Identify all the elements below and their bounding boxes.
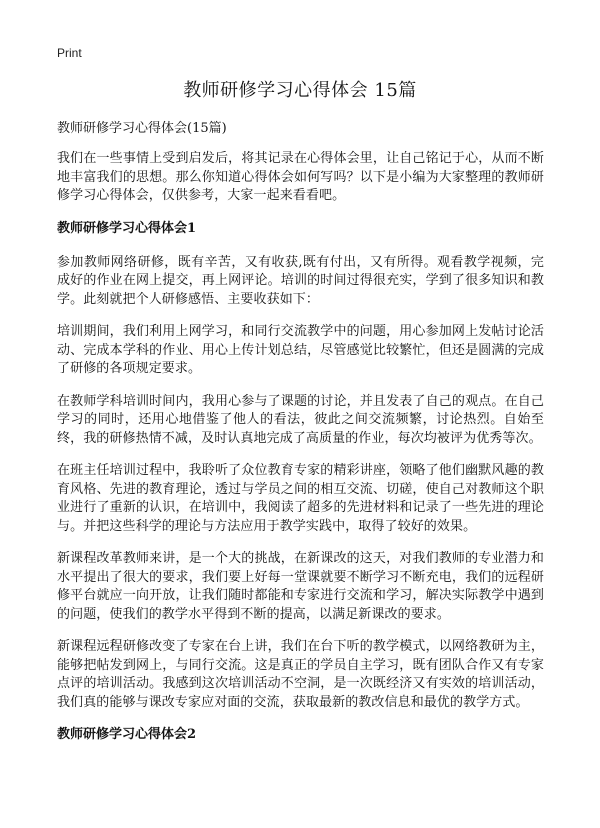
body-paragraph: 新课程远程研修改变了专家在台上讲，我们在台下听的教学模式，以网络教研为主，能够把帖发到网上，与同行交流。这是真正的学员自主学习，既有团队合作又有专家点评的培训活动。我感到这次培训活动不空洞，是一次既经济又有实效的培训活动，我们真的能够与课改专家应对面的交流，获取最新的教改信息和最优的教学方式。 [57, 639, 544, 710]
section-heading-1: 教师研修学习心得体会1 [57, 220, 197, 236]
body-paragraph: 新课程改革教师来讲，是一个大的挑战，在新课改的这天，对我们教师的专业潜力和水平提出了很大的要求，我们要上好每一堂课就要不断学习不断充电，我们的远程研修平台就应一向开放，让我们随时都能和专家进行交流和学习，解决实际教学中遇到的问题，使我们的教学水平得到不断的提高，以满足新课改的要求。 [57, 551, 544, 622]
print-link[interactable]: Print [57, 46, 82, 60]
section-heading-2: 教师研修学习心得体会2 [57, 727, 197, 742]
document-body [57, 120, 544, 760]
body-paragraph: 培训期间，我们利用上网学习，和同行交流教学中的问题，用心参加网上发帖讨论活动、完成本学科的作业、用心上传计划总结，尽管感觉比较繁忙，但还是圆满的完成了研修的各项规定要求。 [57, 324, 544, 376]
body-paragraph: 在班主任培训过程中，我聆听了众位教育专家的精彩讲座，领略了他们幽默风趣的教育风格、先进的教育理论，透过与学员之间的相互交流、切磋，使自己对教师这个职业进行了重新的认识，在培训中，我阅读了超多的先进材料和记录了一些先进的理论与。并把这些科学的理论与方法应用于教学实践中，取得了较好的效果。 [57, 463, 544, 534]
body-paragraph: 在教师学科培训时间内，我用心参与了课题的讨论，并且发表了自己的观点。在自己学习的同时，还用心地借鉴了他人的看法，彼此之间交流频繁，讨论热烈。自始至终，我的研修热情不减，及时认真地完成了高质量的作业，每次均被评为优秀等次。 [57, 393, 544, 446]
document-subtitle: 教师研修学习心得体会(15篇) [57, 121, 227, 136]
intro-paragraph: 我们在一些事情上受到启发后，将其记录在心得体会里，让自己铭记于心，从而不断地丰富我们的思想。那么你知道心得体会如何写吗？以下是小编为大家整理的教师研修学习心得体会，仅供参考，大家一起来看看吧。 [57, 151, 544, 203]
document-title: 教师研修学习心得体会 15篇 [183, 80, 417, 101]
body-paragraph: 参加教师网络研修，既有辛苦，又有收获,既有付出，又有所得。观看教学视频，完成好的作业在网上提交，再上网评论。培训的时间过得很充实，学到了很多知识和教学。此刻就把个人研修感悟、主要收获如下： [57, 254, 544, 307]
